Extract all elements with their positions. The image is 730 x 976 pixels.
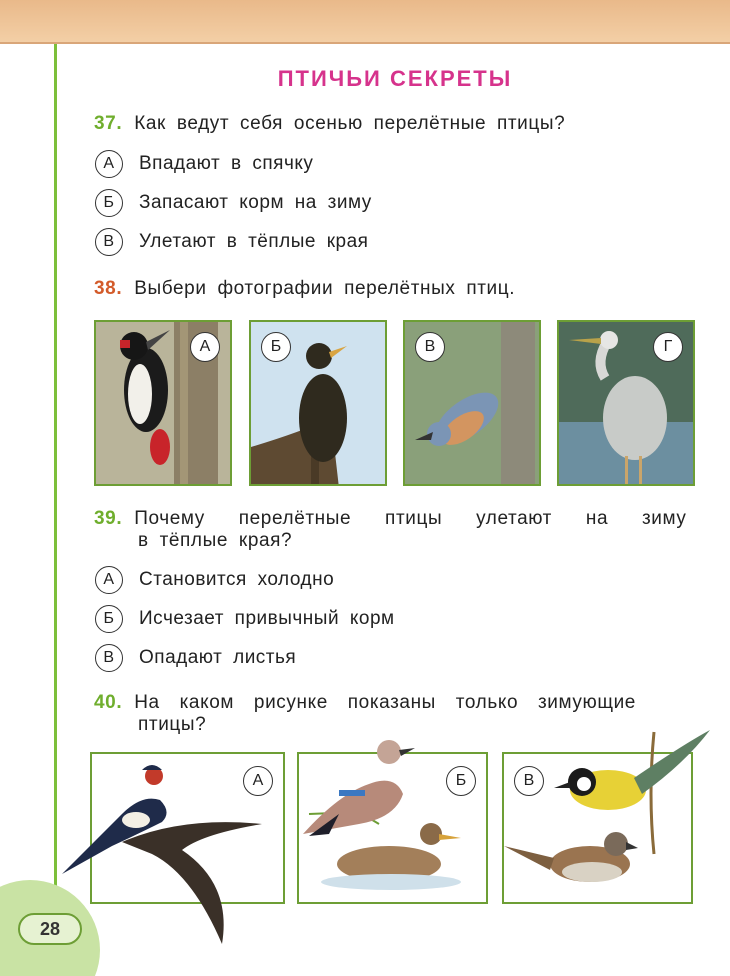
option-39-b[interactable] [95,605,395,633]
question-number: 40. [94,692,123,713]
top-band [0,0,730,44]
question-38 [94,278,515,300]
question-text-line1: Почему перелётные птицы улетают на зиму [134,508,687,529]
option-37-c[interactable] [95,228,368,256]
option-text: Опадают листья [139,647,297,668]
photo-letter: А [190,332,220,362]
option-text: Исчезает привычный корм [139,608,395,629]
picture-b-jay-duck[interactable] [297,752,488,904]
option-37-b[interactable] [95,189,372,217]
option-letter: В [95,644,123,672]
option-39-c[interactable] [95,644,296,672]
option-text: Запасают корм на зиму [139,192,372,213]
question-number: 38. [94,278,123,299]
option-letter: В [95,228,123,256]
photo-v-nuthatch[interactable] [403,320,541,486]
option-letter: А [95,150,123,178]
option-letter: Б [95,605,123,633]
picture-v-tit-sparrow[interactable] [502,752,693,904]
question-37 [94,113,565,135]
question-number: 39. [94,508,123,529]
option-letter: А [95,566,123,594]
option-text: Становится холодно [139,569,335,590]
question-text-line2: птицы? [138,714,207,735]
photo-b-starling[interactable] [249,320,387,486]
photo-letter: Г [653,332,683,362]
photo-letter: В [415,332,445,362]
question-39 [94,508,694,552]
question-text: Как ведут себя осенью перелётные птицы? [134,113,566,134]
option-37-a[interactable] [95,150,313,178]
page-title: ПТИЧЬИ СЕКРЕТЫ [277,66,513,91]
option-text: Улетают в тёплые края [139,231,369,252]
question-text-line1: На каком рисунке показаны только зимующие [134,692,636,713]
picture-letter: Б [446,766,476,796]
question-number: 37. [94,113,123,134]
margin-line [54,44,57,976]
page-number: 28 [18,913,82,945]
option-39-a[interactable] [95,566,334,594]
picture-a-swallows[interactable] [90,752,285,904]
option-text: Впадают в спячку [139,153,314,174]
picture-letter: А [243,766,273,796]
question-40 [94,692,704,736]
picture-letter: В [514,766,544,796]
photo-a-woodpecker[interactable] [94,320,232,486]
question-text-line2: в тёплые края? [138,530,293,551]
question-text: Выбери фотографии перелётных птиц. [134,278,516,299]
photo-letter: Б [261,332,291,362]
photo-g-heron[interactable] [557,320,695,486]
option-letter: Б [95,189,123,217]
